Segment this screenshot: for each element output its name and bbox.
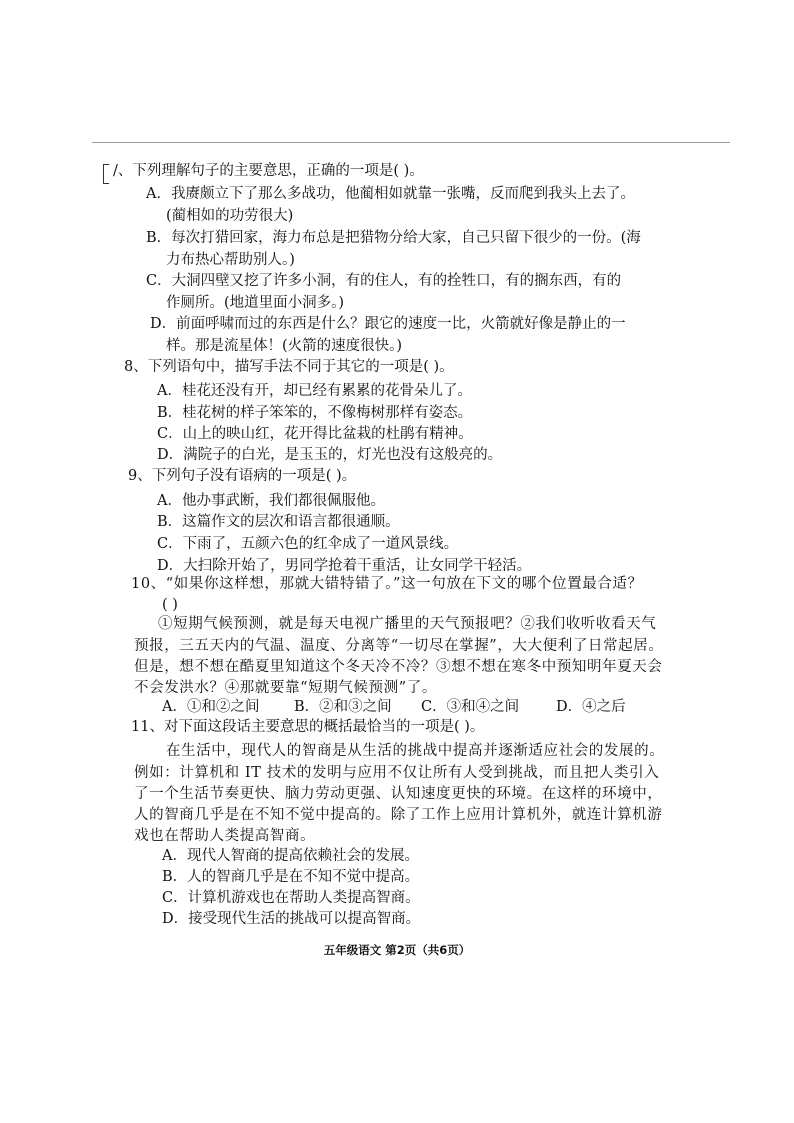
q11-passage-line5: 戏也在帮助人类提高智商。 [134, 828, 316, 844]
q7-option-d-line1: D．前面呼啸而过的东西是什么？跟它的速度一比，火箭就好像是静止的一 [150, 316, 626, 332]
q9-option-d: D．大扫除开始了，男同学抢着干重活，让女同学干轻活。 [157, 558, 532, 574]
q8-option-d: D．满院子的白光，是玉玉的，灯光也没有这般亮的。 [157, 447, 503, 463]
q10-option-b: B．②和③之间 [294, 699, 392, 715]
q8-option-b: B．桂花树的样子笨笨的，不像梅树那样有姿态。 [157, 405, 473, 421]
q11-option-a: A．现代人智商的提高依赖社会的发展。 [162, 848, 419, 864]
q7-option-b-line2: 力布热心帮助别人。) [166, 252, 295, 268]
q8-option-c: C．山上的映山红，花开得比盆栽的杜鹃有精神。 [157, 426, 473, 442]
bracket-mark [103, 164, 109, 184]
q10-stem: 10、“如果你这样想，那就大错特错了。”这一句放在下文的哪个位置最合适？ [131, 576, 643, 592]
q10-passage-line2: 预报，三五天内的气温、温度、分离等“一切尽在掌握”，大大便利了日常起居。 [134, 638, 664, 654]
q7-option-a-line1: A．我赓颇立下了那么多战功，他蔺相如就靠一张嘴，反而爬到我头上去了。 [146, 186, 635, 202]
q7-option-c-line2: 作厕所。(地道里面小洞多。) [166, 295, 345, 311]
page-footer: 五年级语文 第2页（共6页） [323, 943, 471, 957]
q11-passage-line2: 例如：计算机和 IT 技术的发明与应用不仅让所有人受到挑战，而且把人类引入 [134, 765, 660, 781]
q11-passage-line4: 人的智商几乎是在不知不觉中提高的。除了工作上应用计算机外，就连计算机游 [134, 807, 663, 823]
q8-stem: 8、下列语句中，描写手法不同于其它的一项是( )。 [124, 359, 454, 375]
q11-option-c: C．计算机游戏也在帮助人类提高智商。 [162, 890, 420, 906]
q11-passage-line1: 在生活中，现代人的智商是从生活的挑战中提高并逐渐适应社会的发展的。 [166, 743, 665, 759]
q10-passage-line3: 但是，想不想在酷夏里知道这个冬天冷不冷？③想不想在寒冬中预知明年夏天会 [134, 659, 663, 675]
q10-option-d: D．④之后 [556, 699, 626, 715]
q10-passage-line1: ①短期气候预测，就是每天电视广播里的天气预报吧？②我们收听收看天气 [158, 616, 657, 632]
q11-option-b: B．人的智商几乎是在不知不觉中提高。 [162, 869, 420, 885]
q7-option-b-line1: B．每次打猎回家，海力布总是把猎物分给大家，自己只留下很少的一份。(海 [146, 230, 641, 246]
q10-passage-line4: 不会发洪水？④那就要靠“短期气候预测”了。 [134, 680, 437, 696]
q9-option-b: B．这篇作文的层次和语言都很通顺。 [157, 514, 400, 530]
q10-option-a: A．①和②之间 [162, 699, 260, 715]
q7-stem: /、下列理解句子的主要意思，正确的一项是( )。 [113, 163, 424, 179]
q9-option-c: C．下雨了，五颜六色的红伞成了一道风景线。 [157, 536, 459, 552]
q10-answer-paren: ( ) [162, 597, 178, 613]
q8-option-a: A．桂花还没有开，却已经有累累的花骨朵儿了。 [157, 383, 472, 399]
q9-stem: 9、下列句子没有语病的一项是( )。 [128, 468, 357, 484]
q11-stem: 11、对下面这段话主要意思的概括最恰当的一项是( )。 [131, 719, 485, 735]
top-rule [92, 142, 730, 143]
q7-option-d-line2: 样。那是流星体！(火箭的速度很快。) [166, 338, 403, 354]
q7-option-a-line2: (蔺相如的功劳很大) [166, 208, 294, 224]
q10-option-c: C．③和④之间 [421, 699, 520, 715]
q11-option-d: D．接受现代生活的挑战可以提高智商。 [162, 911, 421, 927]
q11-passage-line3: 了一个生活节奏更快、脑力劳动更强、认知速度更快的环境。在这样的环境中， [134, 786, 663, 802]
q9-option-a: A．他办事武断，我们都很佩服他。 [157, 493, 385, 509]
q7-option-c-line1: C．大洞四壁又挖了许多小洞，有的住人，有的拴牲口，有的搁东西，有的 [146, 273, 622, 289]
